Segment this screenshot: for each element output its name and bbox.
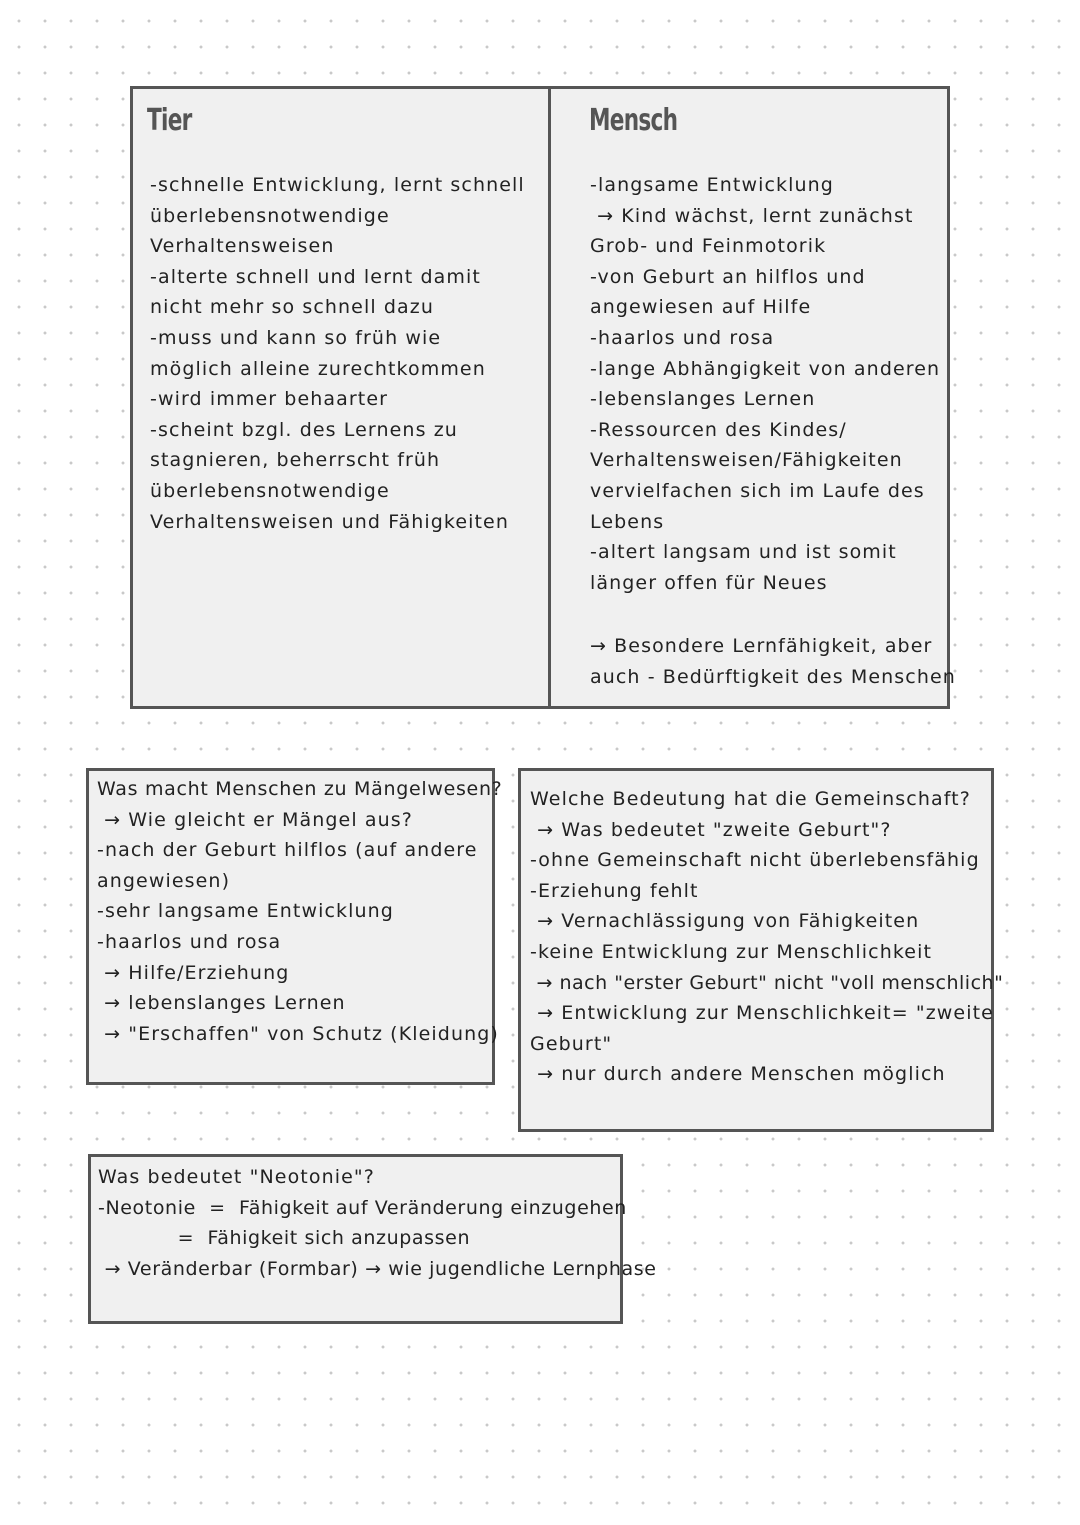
tier-line: Verhaltensweisen: [150, 235, 335, 258]
tier-line: Verhaltensweisen und Fähigkeiten: [150, 510, 509, 533]
mensch-line: -lange Abhängigkeit von anderen: [590, 357, 941, 380]
comparison-box: [130, 86, 956, 709]
mensch-line: -Ressourcen des Kindes/: [590, 418, 847, 441]
maengelwesen-line: -nach der Geburt hilflos (auf andere: [97, 839, 478, 862]
gemeinschaft-question: Welche Bedeutung hat die Gemeinschaft?: [530, 788, 971, 810]
mensch-conclusion: [590, 631, 956, 692]
mensch-line: Lebens: [590, 510, 665, 533]
tier-title: Tier: [147, 103, 192, 138]
mensch-line: → Kind wächst, lernt zunächst: [590, 204, 914, 227]
gemeinschaft-lines: [530, 784, 1004, 1090]
mensch-line: -von Geburt an hilflos und: [590, 265, 866, 288]
mensch-conclusion-line: → Besondere Lernfähigkeit, aber: [590, 635, 933, 657]
tier-line: -schnelle Entwicklung, lernt schnell: [150, 174, 525, 196]
maengelwesen-question: Was macht Menschen zu Mängelwesen?: [97, 778, 503, 800]
tier-lines: [150, 170, 545, 537]
neotonie-line: = Fähigkeit sich anzupassen: [98, 1227, 471, 1250]
neotonie-lines: [98, 1162, 657, 1284]
maengelwesen-line: -haarlos und rosa: [97, 930, 282, 953]
gemeinschaft-line: → Vernachlässigung von Fähigkeiten: [530, 910, 920, 933]
neotonie-question: Was bedeutet "Neotonie"?: [98, 1166, 375, 1188]
tier-line: stagnieren, beherrscht früh: [150, 449, 441, 472]
maengelwesen-line: → Hilfe/Erziehung: [97, 961, 290, 984]
gemeinschaft-line: → Was bedeutet "zweite Geburt"?: [530, 818, 892, 841]
mensch-line: -altert langsam und ist somit: [590, 541, 897, 564]
maengelwesen-line: angewiesen): [97, 869, 231, 892]
neotonie-line: -Neotonie = Fähigkeit auf Veränderung einzugehen: [98, 1196, 627, 1219]
mensch-line: angewiesen auf Hilfe: [590, 296, 812, 319]
maengelwesen-line: → lebenslanges Lernen: [97, 992, 346, 1015]
maengelwesen-line: → "Erschaffen" von Schutz (Kleidung): [97, 1022, 499, 1045]
gemeinschaft-box: [518, 768, 1004, 1132]
mensch-column: [589, 99, 939, 143]
mensch-line: Grob- und Feinmotorik: [590, 235, 827, 258]
tier-line: nicht mehr so schnell dazu: [150, 296, 434, 319]
gemeinschaft-line: → nach "erster Geburt" nicht "voll menschlich": [530, 971, 1004, 994]
neotonie-box: [88, 1154, 657, 1324]
mensch-line: Verhaltensweisen/Fähigkeiten: [590, 449, 903, 472]
tier-line: -wird immer behaarter: [150, 388, 389, 411]
mensch-lines: [590, 170, 950, 598]
gemeinschaft-line: Geburt": [530, 1032, 613, 1055]
maengelwesen-box: [86, 768, 503, 1085]
mensch-line: vervielfachen sich im Laufe des: [590, 479, 925, 502]
tier-column: [147, 99, 537, 143]
gemeinschaft-line: -Erziehung fehlt: [530, 879, 699, 902]
gemeinschaft-line: → nur durch andere Menschen möglich: [530, 1063, 946, 1086]
maengelwesen-line: -sehr langsame Entwicklung: [97, 900, 394, 923]
tier-line: überlebensnotwendige: [150, 479, 390, 502]
mensch-line: länger offen für Neues: [590, 571, 828, 594]
tier-line: -alterte schnell und lernt damit: [150, 265, 481, 288]
neotonie-line: → Veränderbar (Formbar) → wie jugendliche Lernphase: [98, 1257, 657, 1280]
gemeinschaft-line: -ohne Gemeinschaft nicht überlebensfähig: [530, 849, 980, 872]
gemeinschaft-line: -keine Entwicklung zur Menschlichkeit: [530, 940, 933, 963]
column-divider: [548, 89, 551, 706]
mensch-line: -haarlos und rosa: [590, 326, 775, 349]
maengelwesen-lines: [97, 774, 503, 1049]
tier-line: möglich alleine zurechtkommen: [150, 357, 486, 380]
tier-line: -muss und kann so früh wie: [150, 326, 442, 349]
mensch-conclusion-line: auch - Bedürftigkeit des Menschen: [590, 665, 956, 688]
tier-line: -scheint bzgl. des Lernens zu: [150, 418, 458, 441]
mensch-line: -langsame Entwicklung: [590, 174, 834, 196]
mensch-title: Mensch: [589, 103, 678, 138]
mensch-line: -lebenslanges Lernen: [590, 388, 816, 411]
gemeinschaft-line: → Entwicklung zur Menschlichkeit= "zweite: [530, 1002, 994, 1025]
tier-line: überlebensnotwendige: [150, 204, 390, 227]
maengelwesen-line: → Wie gleicht er Mängel aus?: [97, 808, 413, 831]
